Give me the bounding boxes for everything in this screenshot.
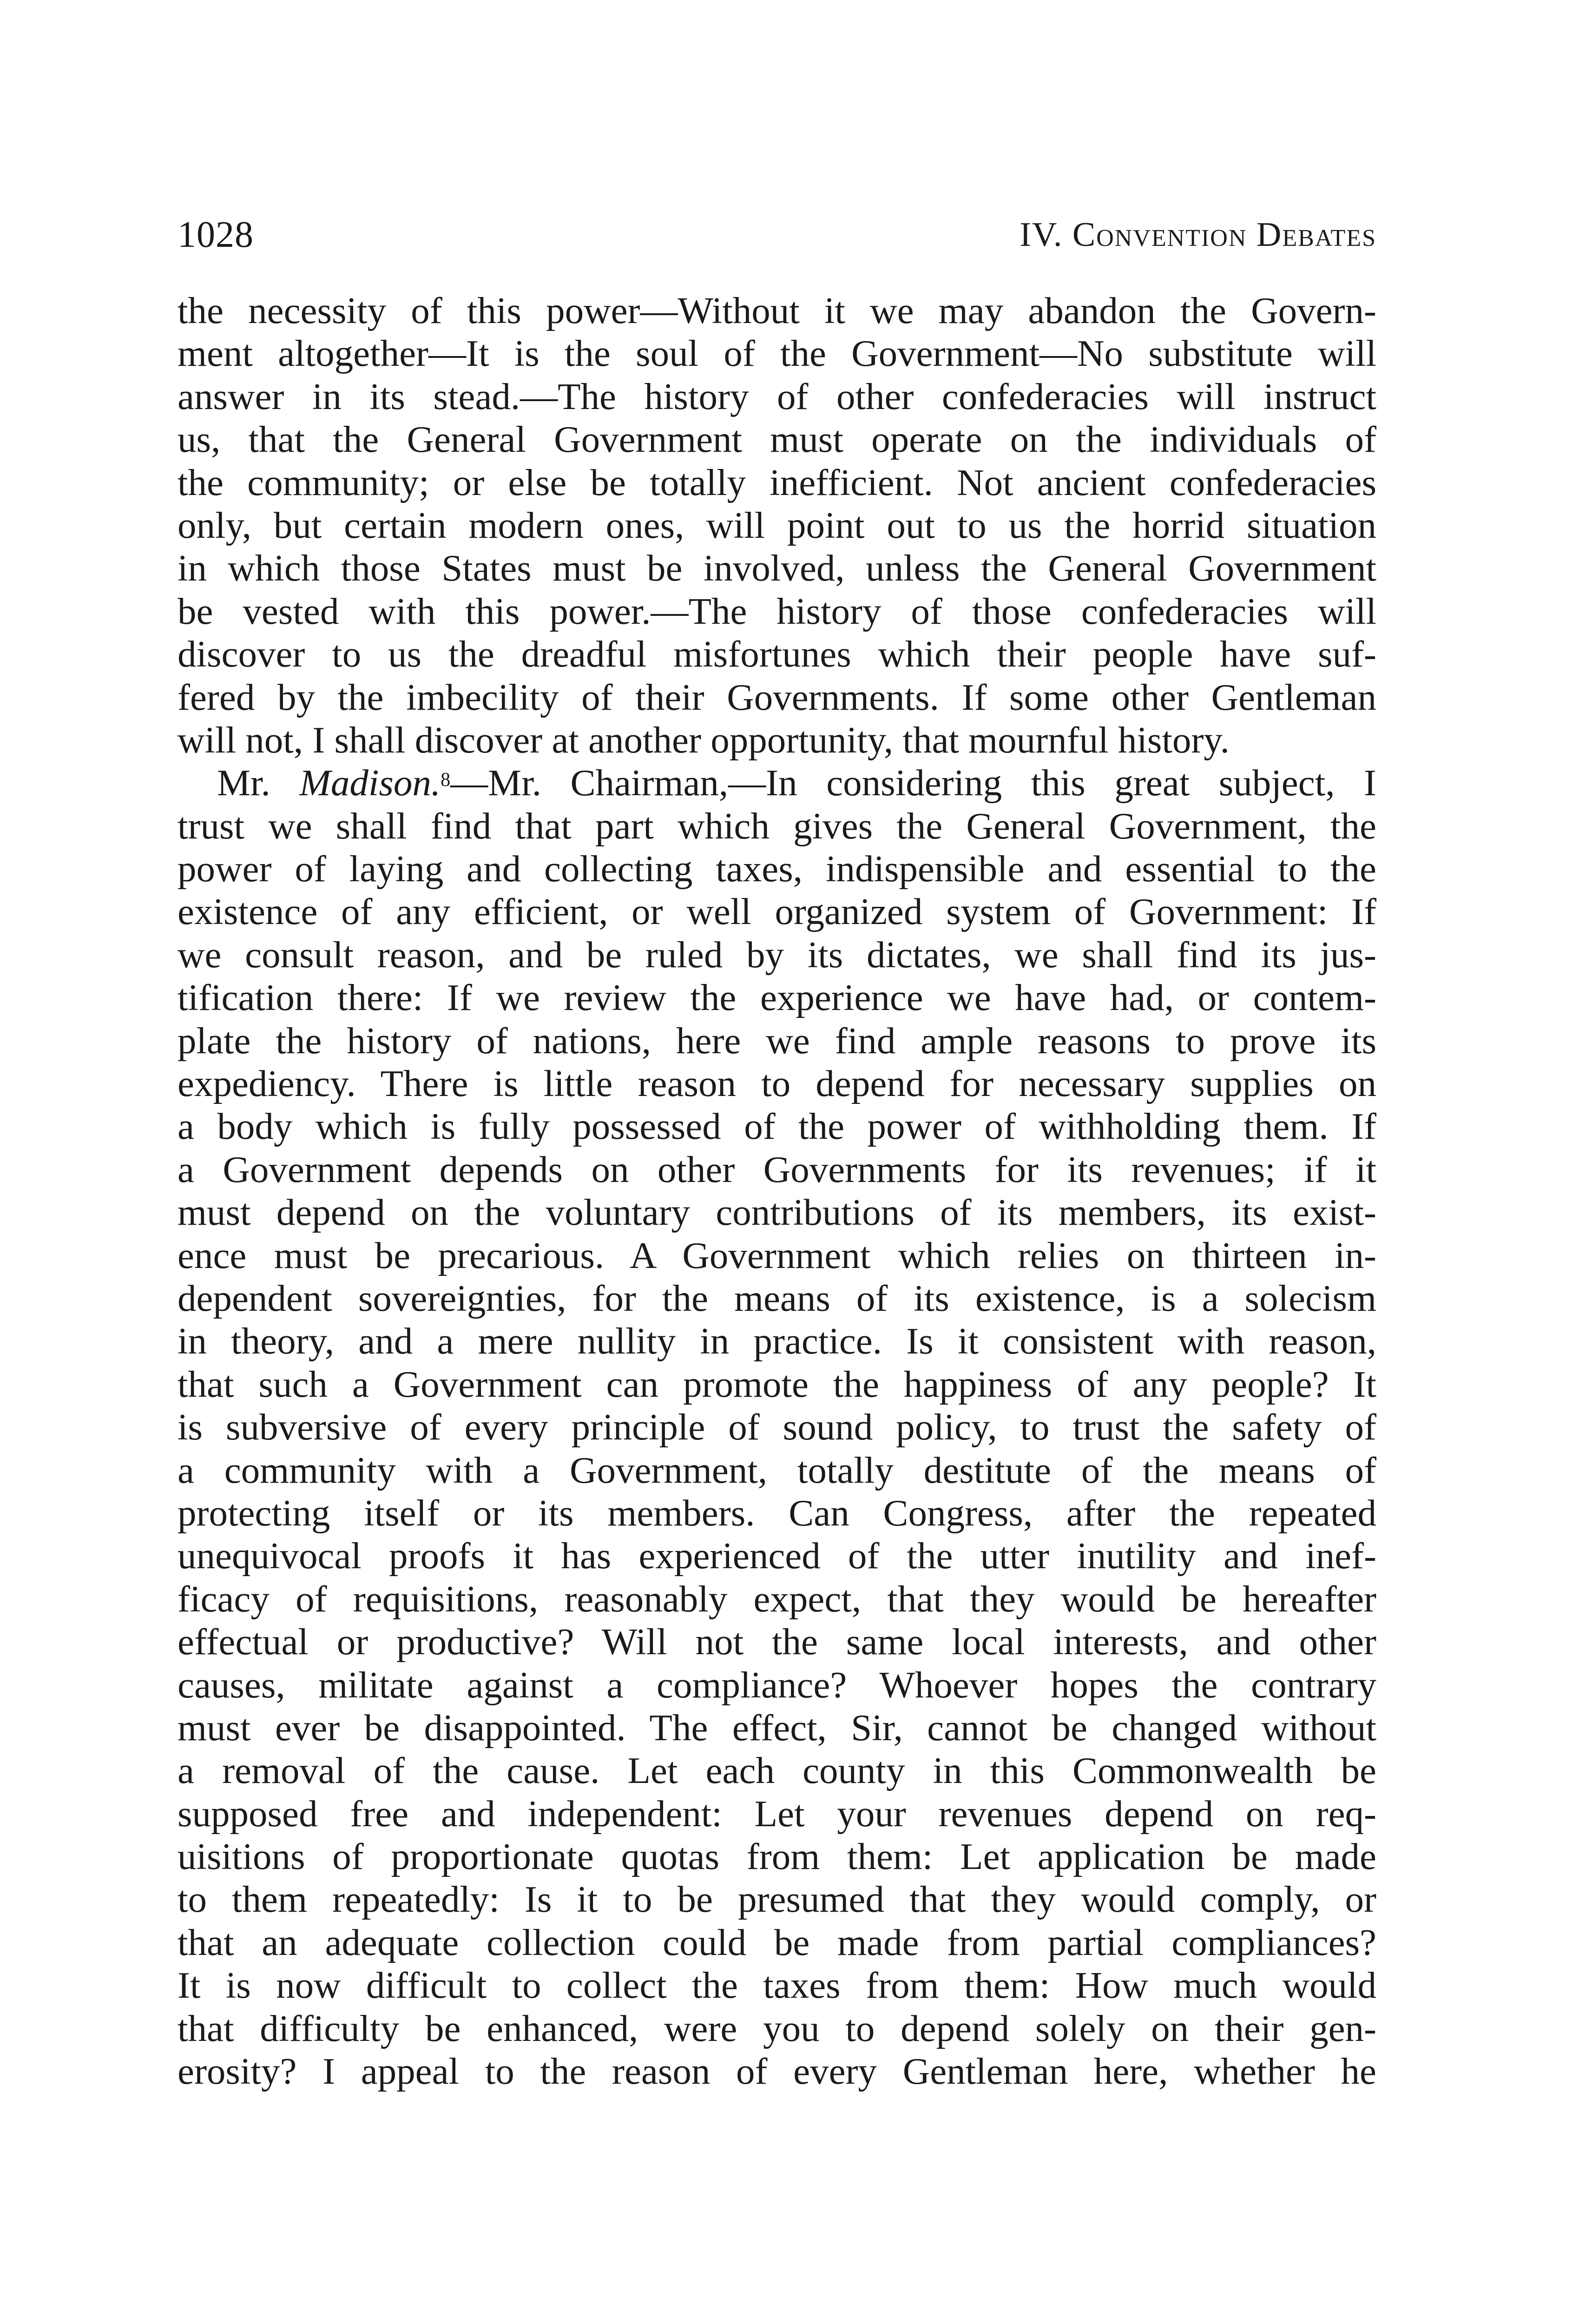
text-line: in theory, and a mere nullity in practice. Is it consistent with reason, (178, 1320, 1376, 1362)
text-line: existence of any efficient, or well organized system of Government: If (178, 891, 1376, 933)
text-line: to them repeatedly: Is it to be presumed that they would comply, or (178, 1878, 1376, 1921)
text-line: causes, militate against a compliance? Whoever hopes the contrary (178, 1664, 1376, 1706)
text-line: that difficulty be enhanced, were you to depend solely on their gen- (178, 2007, 1376, 2049)
text-line: only, but certain modern ones, will point out to us the horrid situation (178, 504, 1376, 546)
text-line: is subversive of every principle of sound policy, to trust the safety of (178, 1406, 1376, 1448)
text-line: a community with a Government, totally destitute of the means of (178, 1449, 1376, 1491)
line-text: —Mr. Chairman,—In considering this great subject, I (450, 762, 1376, 804)
text-line: erosity? I appeal to the reason of every Gentleman here, whether he (178, 2050, 1376, 2093)
text-line: be vested with this power.—The history of those confederacies will (178, 590, 1376, 632)
text-line: in which those States must be involved, unless the General Government (178, 547, 1376, 589)
text-line: effectual or productive? Will not the same local interests, and other (178, 1621, 1376, 1663)
paragraph (178, 289, 1376, 761)
section-title: IV. Convention Debates (1020, 216, 1376, 254)
text-line: It is now difficult to collect the taxes from them: How much would (178, 1964, 1376, 2007)
text-line: fered by the imbecility of their Governments. If some other Gentleman (178, 676, 1376, 718)
page-number: 1028 (178, 214, 254, 255)
text-line: that an adequate collection could be made from partial compliances? (178, 1921, 1376, 1963)
text-line: a body which is fully possessed of the power of withholding them. If (178, 1105, 1376, 1148)
text-line: plate the history of nations, here we find ample reasons to prove its (178, 1019, 1376, 1062)
text-line: will not, I shall discover at another opportunity, that mournful history. (178, 719, 1230, 761)
text-line: must depend on the voluntary contributions of its members, its exist- (178, 1191, 1376, 1234)
body-text (178, 289, 1376, 2093)
text-line: the community; or else be totally inefficient. Not ancient confederacies (178, 461, 1376, 503)
text-line: us, that the General Government must operate on the individuals of (178, 418, 1376, 461)
text-line: uisitions of proportionate quotas from them: Let application be made (178, 1835, 1376, 1878)
text-line: expediency. There is little reason to depend for necessary supplies on (178, 1063, 1376, 1105)
text-line: must ever be disappointed. The effect, Sir, cannot be changed without (178, 1706, 1376, 1749)
footnote-ref[interactable]: 8 (441, 769, 451, 791)
text-line: protecting itself or its members. Can Congress, after the repeated (178, 1492, 1376, 1534)
text-line: we consult reason, and be ruled by its dictates, we shall find its jus- (178, 933, 1376, 976)
text-line: the necessity of this power—Without it we may abandon the Govern- (178, 290, 1376, 331)
text-line (178, 761, 1376, 804)
running-head (178, 209, 1376, 260)
paragraph (178, 761, 1376, 2093)
text-line: a removal of the cause. Let each county in this Commonwealth be (178, 1750, 1376, 1792)
text-line: that such a Government can promote the happiness of any people? It (178, 1363, 1376, 1405)
text-line: ment altogether—It is the soul of the Government—No substitute will (178, 332, 1376, 375)
text-line: answer in its stead.—The history of other confederacies will instruct (178, 375, 1376, 417)
text-line: a Government depends on other Governments for its revenues; if it (178, 1148, 1376, 1190)
speaker-prefix: Mr. (217, 762, 300, 804)
text-line: unequivocal proofs it has experienced of the utter inutility and inef- (178, 1535, 1376, 1577)
text-line: power of laying and collecting taxes, indispensible and essential to the (178, 848, 1376, 890)
text-line: ence must be precarious. A Government which relies on thirteen in- (178, 1234, 1376, 1276)
speaker-name: Madison. (299, 762, 441, 804)
text-line: trust we shall find that part which gives the General Government, the (178, 805, 1376, 847)
text-line: ficacy of requisitions, reasonably expect, that they would be hereafter (178, 1578, 1376, 1620)
text-line: tification there: If we review the experience we have had, or contem- (178, 977, 1376, 1019)
text-line: discover to us the dreadful misfortunes which their people have suf- (178, 633, 1376, 675)
text-line: dependent sovereignties, for the means of its existence, is a solecism (178, 1277, 1376, 1319)
text-line: supposed free and independent: Let your revenues depend on req- (178, 1792, 1376, 1835)
